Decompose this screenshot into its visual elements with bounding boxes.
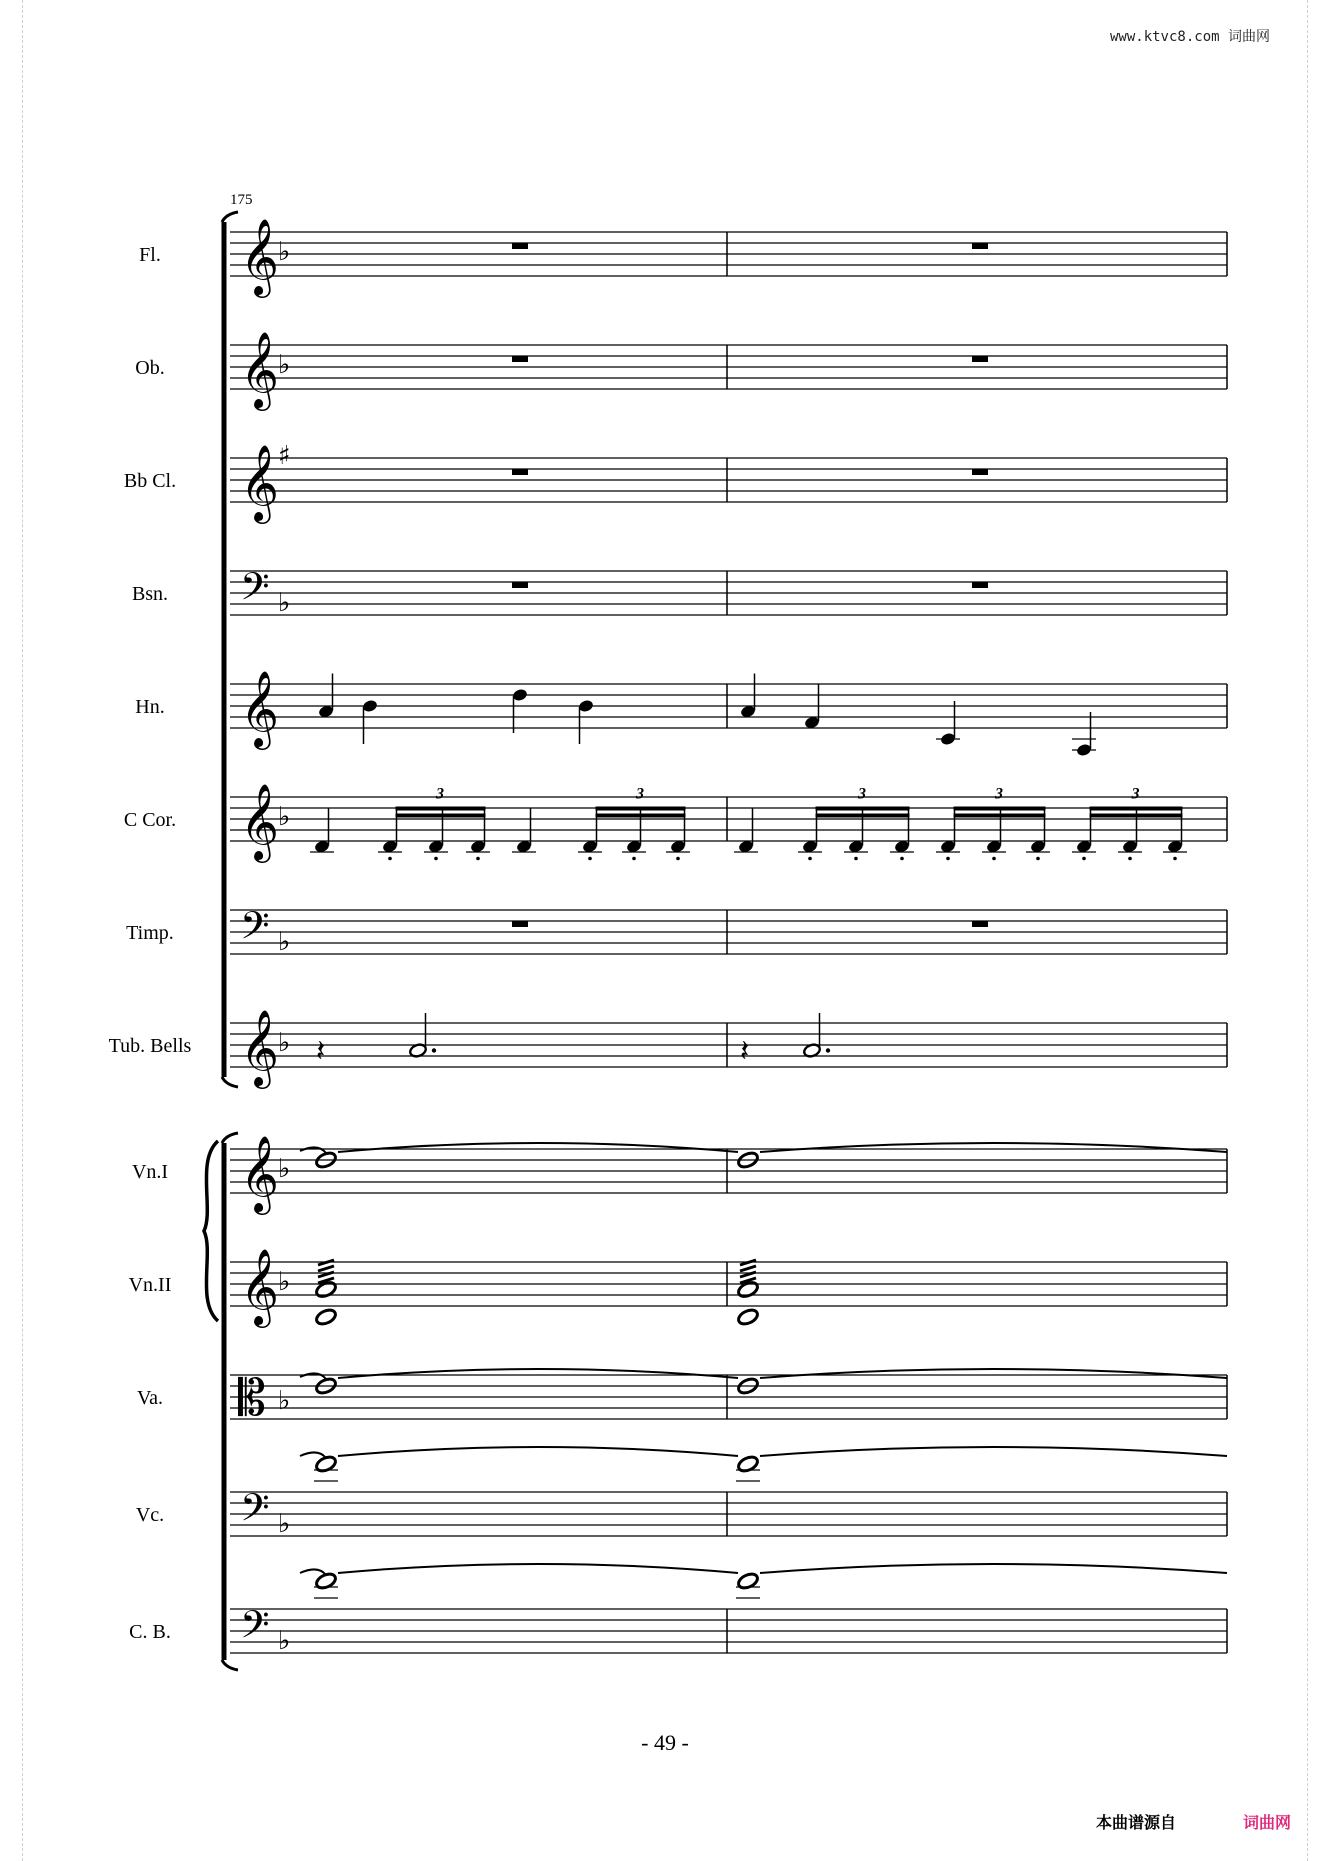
footer-source-text: 本曲谱源自 (1096, 1813, 1177, 1832)
whole-note (736, 1307, 759, 1326)
triplet-number: 3 (636, 785, 644, 803)
whole-rest-icon (512, 243, 528, 249)
flat-icon: ♭ (278, 1267, 291, 1297)
treble-clef-icon: 𝄞 (240, 670, 280, 747)
woodwind-bracket (222, 212, 238, 1087)
whole-rest-icon (972, 921, 988, 927)
staccato-dot (1082, 857, 1086, 861)
flat-icon: ♭ (278, 1154, 291, 1184)
flat-icon: ♭ (278, 1028, 291, 1058)
staccato-dot (476, 857, 480, 861)
quarter-note (578, 699, 595, 744)
staff-vc (230, 1485, 1227, 1539)
beam (816, 807, 910, 811)
bass-clef-icon: 𝄢 (240, 564, 270, 618)
staccato-dot (946, 857, 950, 861)
triplet-number: 3 (1131, 785, 1140, 803)
whole-note (314, 1280, 337, 1299)
quarter-note (516, 809, 533, 854)
staff-ccor (230, 783, 1227, 863)
flat-icon: ♭ (278, 237, 291, 267)
staccato-dot (992, 857, 996, 861)
whole-rest-icon (972, 582, 988, 588)
staff-cl (230, 441, 1227, 524)
whole-note (736, 1280, 759, 1299)
staff-bells (230, 1009, 1227, 1089)
staccato-dot (900, 857, 904, 861)
staccato-dot (434, 857, 438, 861)
dot (826, 1048, 830, 1052)
beam (1090, 807, 1183, 811)
label-bsn: Bsn. (131, 583, 169, 605)
dot (432, 1048, 436, 1052)
site-name: 词曲网 (1228, 29, 1270, 45)
label-vc: Vc. (135, 1504, 165, 1526)
treble-clef-icon: 𝄞 (240, 783, 280, 860)
label-vn2: Vn.II (128, 1274, 172, 1296)
beam (954, 814, 1046, 818)
label-vn1: Vn.I (131, 1161, 169, 1183)
tie-in (300, 1147, 326, 1153)
quarter-note (362, 699, 379, 744)
tie (338, 1564, 738, 1573)
whole-note (736, 1454, 759, 1473)
treble-clef-icon: 𝄞 (240, 1248, 280, 1325)
tie-in (300, 1373, 326, 1379)
label-cb: C. B. (129, 1621, 171, 1643)
whole-rest-icon (512, 921, 528, 927)
bass-clef-icon: 𝄢 (240, 1602, 270, 1656)
quarter-note (804, 685, 821, 730)
whole-rest-icon (972, 243, 988, 249)
tie-in (300, 1452, 326, 1458)
beam (1090, 814, 1183, 818)
flat-icon: ♭ (278, 350, 291, 380)
staccato-dot (632, 857, 636, 861)
whole-rest-icon (972, 356, 988, 362)
treble-clef-icon: 𝄞 (240, 1135, 280, 1212)
treble-clef-icon: 𝄞 (240, 444, 280, 521)
quarter-note (738, 809, 755, 854)
measure-number: 175 (230, 192, 253, 208)
treble-clef-icon: 𝄞 (240, 218, 280, 295)
beam (954, 807, 1046, 811)
bass-clef-icon: 𝄢 (240, 1485, 270, 1539)
quarter-note (512, 688, 529, 733)
flat-icon: ♭ (278, 1509, 291, 1539)
page-number: - 49 - (641, 1730, 689, 1755)
quarter-note (314, 809, 331, 854)
tie-in (300, 1569, 326, 1575)
tie (760, 1447, 1227, 1456)
whole-rest-icon (512, 469, 528, 475)
staccato-dot (854, 857, 858, 861)
treble-clef-icon: 𝄞 (240, 1009, 280, 1086)
violin-brace (204, 1141, 218, 1321)
tie (760, 1369, 1227, 1378)
bass-clef-icon: 𝄢 (240, 903, 270, 957)
staccato-dot (676, 857, 680, 861)
tremolo-stroke (318, 1266, 334, 1271)
staff-vn1 (230, 1135, 1227, 1215)
site-url: www.ktvc8.com (1109, 29, 1220, 45)
triplet-number: 3 (995, 785, 1003, 803)
beam (396, 807, 486, 811)
footer-brand: 词曲网 (1243, 1813, 1292, 1832)
flat-icon: ♭ (278, 1626, 291, 1656)
triplet-number: 3 (858, 785, 866, 803)
quarter-note (740, 674, 757, 719)
flat-icon: ♭ (278, 588, 291, 618)
staff-hn (230, 670, 1227, 750)
flat-icon: ♭ (278, 927, 291, 957)
beam (396, 814, 486, 818)
staccato-dot (1036, 857, 1040, 861)
flat-icon: ♭ (278, 802, 291, 832)
staccato-dot (1128, 857, 1132, 861)
label-fl: Fl. (139, 244, 161, 266)
staccato-dot (588, 857, 592, 861)
whole-rest-icon (972, 469, 988, 475)
whole-note (736, 1571, 759, 1590)
staff-timp (230, 903, 1227, 957)
staccato-dot (808, 857, 812, 861)
whole-note (314, 1307, 337, 1326)
label-ccor: C Cor. (123, 809, 177, 831)
whole-rest-icon (512, 356, 528, 362)
beam (816, 814, 910, 818)
label-timp: Timp. (126, 922, 174, 944)
tie (338, 1143, 738, 1152)
tie (338, 1447, 738, 1456)
alto-clef-icon: 𝄡 (238, 1369, 266, 1427)
beam (596, 807, 686, 811)
treble-clef-icon: 𝄞 (240, 331, 280, 408)
tie (338, 1369, 738, 1378)
staff-vn2 (230, 1248, 1227, 1328)
staccato-dot (1173, 857, 1177, 861)
label-ob: Ob. (135, 357, 165, 379)
tie (760, 1564, 1227, 1573)
staccato-dot (388, 857, 392, 861)
whole-rest-icon (512, 582, 528, 588)
label-va: Va. (136, 1387, 164, 1409)
strings-bracket (222, 1133, 238, 1670)
staff-fl (230, 218, 1227, 298)
triplet-number: 3 (436, 785, 444, 803)
label-bells: Tub. Bells (108, 1035, 192, 1057)
flat-icon: ♭ (278, 1386, 291, 1416)
label-cl: Bb Cl. (123, 470, 177, 492)
tremolo-stroke (740, 1266, 756, 1271)
tie (760, 1143, 1227, 1152)
beam (596, 814, 686, 818)
staff-bsn (230, 564, 1227, 618)
sharp-icon: ♯ (278, 441, 291, 471)
staff-cb (230, 1602, 1227, 1656)
quarter-rest-icon: 𝄽 (740, 1034, 750, 1069)
quarter-note (318, 674, 335, 719)
quarter-rest-icon: 𝄽 (316, 1034, 326, 1069)
staff-ob (230, 331, 1227, 411)
label-hn: Hn. (135, 696, 165, 718)
